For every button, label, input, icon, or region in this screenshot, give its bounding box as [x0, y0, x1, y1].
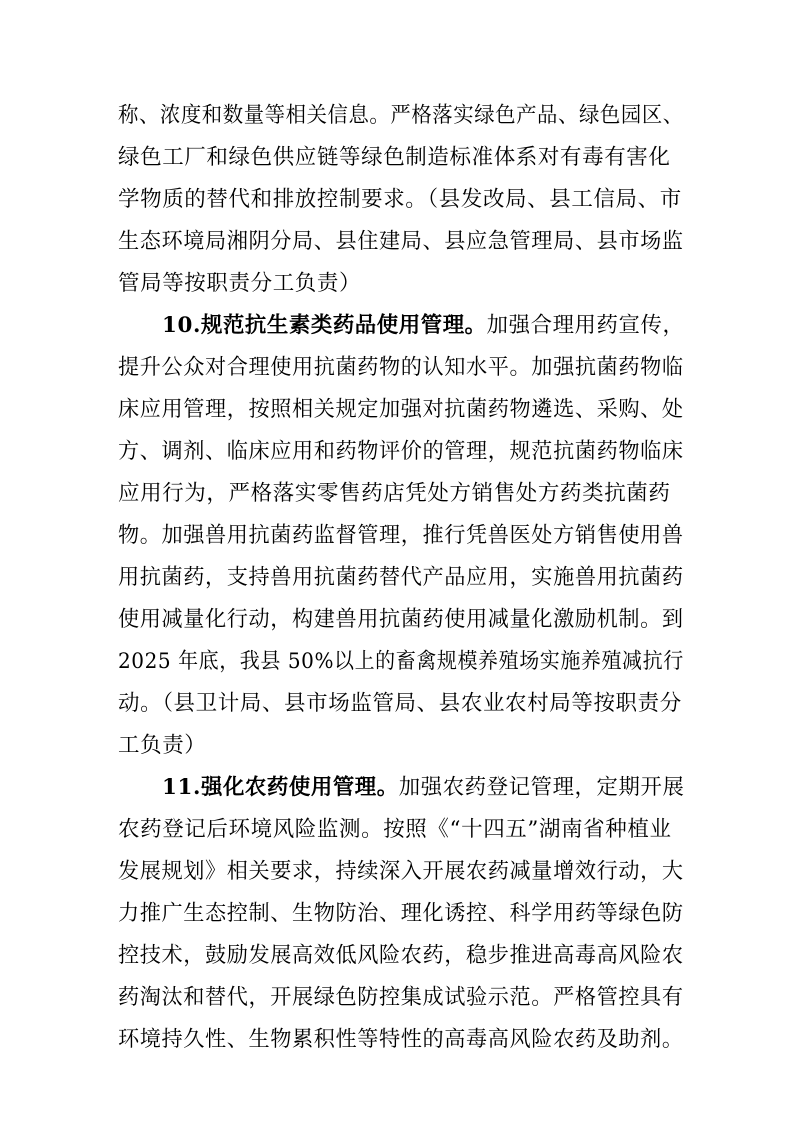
text-line: 使用减量化行动，构建兽用抗菌药使用减量化激励机制。到	[118, 607, 684, 632]
text-line: 称、浓度和数量等相关信息。严格落实绿色产品、绿色园区、	[118, 103, 684, 128]
section-10-heading: 10.规范抗生素类药品使用管理。	[162, 313, 487, 338]
text-line: 农药登记后环境风险监测。按照《“十四五”湖南省种植业	[118, 817, 672, 842]
section-10-heading-line: 10.规范抗生素类药品使用管理。加强合理用药宣传，	[162, 313, 685, 338]
text-line: 绿色工厂和绿色供应链等绿色制造标准体系对有毒有害化	[118, 145, 671, 170]
text-line: 床应用管理，按照相关规定加强对抗菌药物遴选、采购、处	[118, 397, 684, 422]
text-line: 药淘汰和替代，开展绿色防控集成试验示范。严格管控具有	[118, 985, 684, 1010]
text-line: 工负责）	[118, 733, 207, 758]
text-line: 用抗菌药，支持兽用抗菌药替代产品应用，实施兽用抗菌药	[118, 565, 684, 590]
text-line: 环境持久性、生物累积性等特性的高毒高风险农药及助剂。	[118, 1027, 684, 1052]
text-line: 物。加强兽用抗菌药监督管理，推行凭兽医处方销售使用兽	[118, 523, 684, 548]
text-line: 控技术，鼓励发展高效低风险农药，稳步推进高毒高风险农	[118, 943, 684, 968]
text-line: 2025 年底，我县 50%以上的畜禽规模养殖场实施养殖减抗行	[118, 649, 684, 674]
text-line: 应用行为，严格落实零售药店凭处方销售处方药类抗菌药	[118, 481, 671, 506]
text-line: 管局等按职责分工负责）	[118, 271, 362, 296]
text-line: 提升公众对合理使用抗菌药物的认知水平。加强抗菌药物临	[118, 355, 684, 380]
text-line: 方、调剂、临床应用和药物评价的管理，规范抗菌药物临床	[118, 439, 684, 464]
text-line: 力推广生态控制、生物防治、理化诱控、科学用药等绿色防	[118, 901, 684, 926]
section-11-heading: 11.强化农药使用管理。	[162, 775, 399, 800]
text-line: 生态环境局湘阴分局、县住建局、县应急管理局、县市场监	[118, 229, 684, 254]
text-line: 动。（县卫计局、县市场监管局、县农业农村局等按职责分	[118, 691, 682, 716]
text-line: 发展规划》相关要求，持续深入开展农药减量增效行动，大	[118, 859, 684, 884]
section-11-heading-line: 11.强化农药使用管理。加强农药登记管理，定期开展	[162, 775, 685, 800]
text-line: 学物质的替代和排放控制要求。（县发改局、县工信局、市	[118, 187, 682, 212]
